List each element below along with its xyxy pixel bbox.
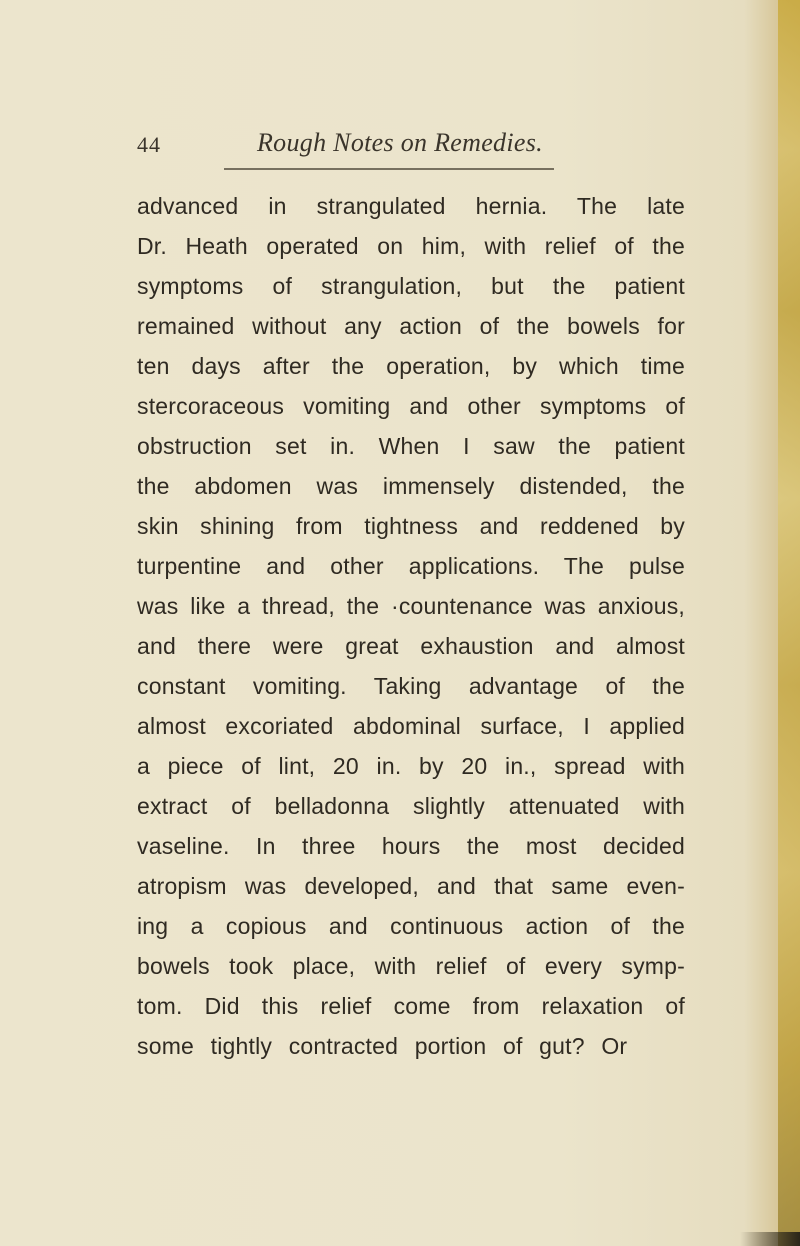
- text-line: almost excoriated abdominal surface, I applied: [137, 713, 685, 739]
- text-line: a piece of lint, 20 in. by 20 in., spread with: [137, 753, 685, 779]
- page-shadow: [740, 1232, 800, 1246]
- text-line: skin shining from tightness and reddened by: [137, 513, 685, 539]
- text-line: atropism was developed, and that same even-: [137, 873, 685, 899]
- page-edge: [778, 0, 800, 1246]
- text-line: Dr. Heath operated on him, with relief of the: [137, 233, 685, 259]
- text-line: vaseline. In three hours the most decided: [137, 833, 685, 859]
- text-line: constant vomiting. Taking advantage of the: [137, 673, 685, 699]
- body-text: [137, 186, 685, 1066]
- text-line: extract of belladonna slightly attenuated with: [137, 793, 685, 819]
- text-line: bowels took place, with relief of every symp-: [137, 953, 685, 979]
- text-line: tom. Did this relief come from relaxation of: [137, 993, 685, 1019]
- running-title: Rough Notes on Remedies.: [257, 128, 543, 157]
- text-line: advanced in strangulated hernia. The late: [137, 193, 685, 219]
- text-line: the abdomen was immensely distended, the: [137, 473, 685, 499]
- text-line: was like a thread, the ·countenance was anxious,: [137, 593, 685, 619]
- header-rule: [224, 168, 554, 170]
- page-number: 44: [137, 132, 161, 157]
- running-head: [0, 128, 800, 168]
- text-line: obstruction set in. When I saw the patient: [137, 433, 685, 459]
- text-line: ing a copious and continuous action of the: [137, 913, 685, 939]
- text-line: remained without any action of the bowels for: [137, 313, 685, 339]
- text-line: ten days after the operation, by which time: [137, 353, 685, 379]
- text-line: stercoraceous vomiting and other symptoms of: [137, 393, 685, 419]
- text-line: turpentine and other applications. The pulse: [137, 553, 685, 579]
- text-line: symptoms of strangulation, but the patient: [137, 273, 685, 299]
- text-line: and there were great exhaustion and almost: [137, 633, 685, 659]
- text-line: some tightly contracted portion of gut? Or: [137, 1033, 628, 1059]
